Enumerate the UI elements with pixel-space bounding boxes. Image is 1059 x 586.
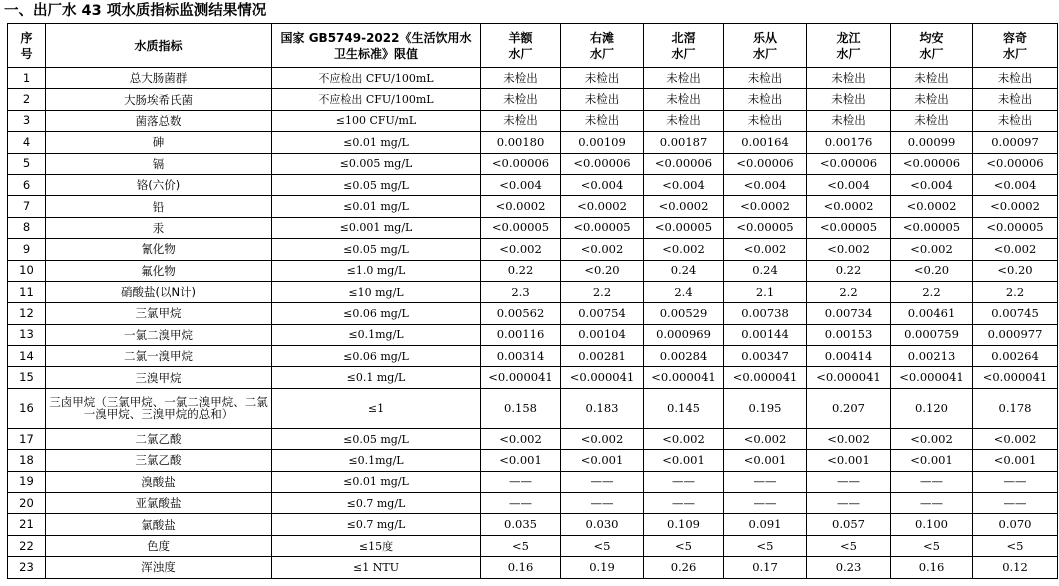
header-limit: 国家 GB5749-2022《生活饮用水 卫生标准》限值 <box>272 24 481 68</box>
plant-value: <0.0002 <box>891 196 973 217</box>
plant-value: —— <box>644 471 724 492</box>
indicator-name: 总大肠菌群 <box>46 68 272 89</box>
plant-value: <0.00006 <box>807 153 891 174</box>
plant-value: 0.26 <box>644 557 724 578</box>
plant-value: 0.091 <box>724 514 807 535</box>
plant-value: 0.00745 <box>973 303 1058 324</box>
indicator-name: 氰化物 <box>46 239 272 260</box>
plant-value: <0.004 <box>724 174 807 195</box>
plant-value: 未检出 <box>724 68 807 89</box>
plant-value: 未检出 <box>481 89 561 110</box>
plant-value: <5 <box>561 535 644 556</box>
plant-value: 未检出 <box>724 110 807 131</box>
plant-value: <0.002 <box>891 428 973 449</box>
row-number: 11 <box>8 281 46 302</box>
plant-value: <0.00005 <box>561 217 644 238</box>
plant-value: <5 <box>724 535 807 556</box>
plant-value: <0.002 <box>807 239 891 260</box>
plant-value: 0.00164 <box>724 132 807 153</box>
plant-value: <0.000041 <box>724 367 807 388</box>
plant-value: <0.000041 <box>973 367 1058 388</box>
limit-value: ≤1 <box>272 388 481 428</box>
plant-value: 0.00562 <box>481 303 561 324</box>
table-row <box>8 346 1058 367</box>
indicator-name: 砷 <box>46 132 272 153</box>
limit-value: ≤15度 <box>272 535 481 556</box>
table-row <box>8 132 1058 153</box>
row-number: 6 <box>8 174 46 195</box>
indicator-name: 镉 <box>46 153 272 174</box>
plant-value: —— <box>973 471 1058 492</box>
limit-value: ≤0.05 mg/L <box>272 174 481 195</box>
limit-value: 不应检出 CFU/100mL <box>272 68 481 89</box>
plant-value: 0.00116 <box>481 324 561 345</box>
limit-value: ≤1.0 mg/L <box>272 260 481 281</box>
plant-value: <0.00005 <box>724 217 807 238</box>
plant-value: 0.158 <box>481 388 561 428</box>
plant-value: 0.00099 <box>891 132 973 153</box>
plant-value: 未检出 <box>891 68 973 89</box>
indicator-name: 硝酸盐(以N计) <box>46 281 272 302</box>
limit-value: ≤100 CFU/mL <box>272 110 481 131</box>
plant-value: 0.070 <box>973 514 1058 535</box>
indicator-name: 浑浊度 <box>46 557 272 578</box>
plant-value: <0.00006 <box>561 153 644 174</box>
indicator-name: 色度 <box>46 535 272 556</box>
plant-value: 未检出 <box>724 89 807 110</box>
row-number: 12 <box>8 303 46 324</box>
plant-value: <0.002 <box>481 239 561 260</box>
header-plant-longjiang: 龙江 水厂 <box>807 24 891 68</box>
plant-value: 0.00529 <box>644 303 724 324</box>
limit-value: ≤0.001 mg/L <box>272 217 481 238</box>
plant-value: 未检出 <box>561 110 644 131</box>
plant-value: <0.002 <box>561 239 644 260</box>
plant-value: 0.17 <box>724 557 807 578</box>
header-plant-rongqi: 容奇 水厂 <box>973 24 1058 68</box>
row-number: 16 <box>8 388 46 428</box>
limit-value: ≤0.005 mg/L <box>272 153 481 174</box>
limit-value: ≤0.7 mg/L <box>272 514 481 535</box>
plant-value: —— <box>891 471 973 492</box>
plant-value: <0.001 <box>724 450 807 471</box>
plant-value: 2.3 <box>481 281 561 302</box>
plant-value: <0.00006 <box>891 153 973 174</box>
plant-value: 未检出 <box>973 89 1058 110</box>
plant-value: 0.12 <box>973 557 1058 578</box>
plant-value: 0.035 <box>481 514 561 535</box>
plant-value: <0.00006 <box>644 153 724 174</box>
plant-value: —— <box>561 471 644 492</box>
row-number: 14 <box>8 346 46 367</box>
limit-value: ≤0.7 mg/L <box>272 493 481 514</box>
plant-value: <0.002 <box>973 239 1058 260</box>
plant-value: 0.24 <box>644 260 724 281</box>
plant-value: <0.000041 <box>891 367 973 388</box>
plant-value: <0.20 <box>891 260 973 281</box>
plant-value: <0.001 <box>891 450 973 471</box>
plant-value: 0.000759 <box>891 324 973 345</box>
indicator-name: 三氯甲烷 <box>46 303 272 324</box>
plant-value: 0.00461 <box>891 303 973 324</box>
plant-value: 2.2 <box>807 281 891 302</box>
table-row <box>8 110 1058 131</box>
limit-value: ≤0.01 mg/L <box>272 132 481 153</box>
limit-value: ≤1 NTU <box>272 557 481 578</box>
row-number: 17 <box>8 428 46 449</box>
plant-value: —— <box>481 471 561 492</box>
row-number: 21 <box>8 514 46 535</box>
table-row <box>8 68 1058 89</box>
row-number: 19 <box>8 471 46 492</box>
plant-value: <5 <box>481 535 561 556</box>
table-row <box>8 303 1058 324</box>
row-number: 15 <box>8 367 46 388</box>
plant-value: <0.20 <box>561 260 644 281</box>
table-row <box>8 514 1058 535</box>
plant-value: 0.00314 <box>481 346 561 367</box>
plant-value: 0.00097 <box>973 132 1058 153</box>
plant-value: 0.19 <box>561 557 644 578</box>
row-number: 13 <box>8 324 46 345</box>
plant-value: 0.16 <box>891 557 973 578</box>
indicator-name: 二氯一溴甲烷 <box>46 346 272 367</box>
table-row <box>8 428 1058 449</box>
plant-value: 0.00414 <box>807 346 891 367</box>
indicator-name: 氟化物 <box>46 260 272 281</box>
table-row <box>8 367 1058 388</box>
plant-value: —— <box>481 493 561 514</box>
plant-value: 0.00104 <box>561 324 644 345</box>
plant-value: <0.002 <box>891 239 973 260</box>
row-number: 5 <box>8 153 46 174</box>
plant-value: <0.00005 <box>891 217 973 238</box>
plant-value: 0.000969 <box>644 324 724 345</box>
plant-value: —— <box>724 471 807 492</box>
plant-value: 未检出 <box>644 68 724 89</box>
table-row <box>8 153 1058 174</box>
plant-value: <0.00006 <box>973 153 1058 174</box>
plant-value: 未检出 <box>561 89 644 110</box>
plant-value: 2.4 <box>644 281 724 302</box>
limit-value: ≤0.01 mg/L <box>272 471 481 492</box>
plant-value: <0.000041 <box>481 367 561 388</box>
table-row <box>8 217 1058 238</box>
plant-value: <0.001 <box>481 450 561 471</box>
plant-value: 0.00738 <box>724 303 807 324</box>
indicator-name: 二氯乙酸 <box>46 428 272 449</box>
plant-value: 0.00187 <box>644 132 724 153</box>
table-row <box>8 260 1058 281</box>
plant-value: 2.2 <box>561 281 644 302</box>
indicator-name: 氯酸盐 <box>46 514 272 535</box>
limit-value: ≤0.1mg/L <box>272 450 481 471</box>
plant-value: 0.23 <box>807 557 891 578</box>
plant-value: <0.00005 <box>807 217 891 238</box>
plant-value: 2.1 <box>724 281 807 302</box>
plant-value: 0.120 <box>891 388 973 428</box>
plant-value: —— <box>724 493 807 514</box>
row-number: 4 <box>8 132 46 153</box>
plant-value: <0.0002 <box>973 196 1058 217</box>
indicator-name: 铬(六价) <box>46 174 272 195</box>
plant-value: 未检出 <box>807 68 891 89</box>
plant-value: 未检出 <box>644 110 724 131</box>
plant-value: 0.00347 <box>724 346 807 367</box>
indicator-name: 大肠埃希氏菌 <box>46 89 272 110</box>
plant-value: 未检出 <box>807 110 891 131</box>
limit-value: ≤0.06 mg/L <box>272 303 481 324</box>
plant-value: 0.00281 <box>561 346 644 367</box>
row-number: 10 <box>8 260 46 281</box>
plant-value: —— <box>807 471 891 492</box>
plant-value: <0.00005 <box>481 217 561 238</box>
plant-value: —— <box>644 493 724 514</box>
plant-value: 0.24 <box>724 260 807 281</box>
table-row <box>8 174 1058 195</box>
row-number: 22 <box>8 535 46 556</box>
plant-value: 0.000977 <box>973 324 1058 345</box>
table-row <box>8 89 1058 110</box>
plant-value: <0.20 <box>973 260 1058 281</box>
table-row <box>8 535 1058 556</box>
plant-value: <0.002 <box>644 428 724 449</box>
indicator-name: 三卤甲烷（三氯甲烷、一氯二溴甲烷、二氯一溴甲烷、三溴甲烷的总和） <box>46 388 272 428</box>
plant-value: 0.22 <box>807 260 891 281</box>
plant-value: 0.00109 <box>561 132 644 153</box>
table-body <box>8 68 1058 579</box>
plant-value: <0.002 <box>644 239 724 260</box>
plant-value: 0.00144 <box>724 324 807 345</box>
header-row <box>8 24 1058 68</box>
plant-value: <0.001 <box>561 450 644 471</box>
indicator-name: 一氯二溴甲烷 <box>46 324 272 345</box>
plant-value: 0.00176 <box>807 132 891 153</box>
row-number: 2 <box>8 89 46 110</box>
plant-value: <0.002 <box>481 428 561 449</box>
plant-value: <0.002 <box>561 428 644 449</box>
plant-value: <0.002 <box>973 428 1058 449</box>
limit-value: ≤0.01 mg/L <box>272 196 481 217</box>
plant-value: <0.00005 <box>644 217 724 238</box>
plant-value: <5 <box>644 535 724 556</box>
table-row <box>8 493 1058 514</box>
table-row <box>8 388 1058 428</box>
plant-value: 0.00153 <box>807 324 891 345</box>
plant-value: 未检出 <box>807 89 891 110</box>
plant-value: <0.002 <box>724 239 807 260</box>
plant-value: <0.0002 <box>481 196 561 217</box>
plant-value: <0.001 <box>807 450 891 471</box>
table-row <box>8 239 1058 260</box>
plant-value: 0.00180 <box>481 132 561 153</box>
plant-value: 0.183 <box>561 388 644 428</box>
plant-value: <0.004 <box>891 174 973 195</box>
limit-value: ≤0.05 mg/L <box>272 239 481 260</box>
plant-value: 0.00284 <box>644 346 724 367</box>
plant-value: <0.0002 <box>807 196 891 217</box>
plant-value: 2.2 <box>891 281 973 302</box>
indicator-name: 汞 <box>46 217 272 238</box>
plant-value: <0.00006 <box>724 153 807 174</box>
plant-value: <0.004 <box>561 174 644 195</box>
header-indicator: 水质指标 <box>46 24 272 68</box>
table-row <box>8 557 1058 578</box>
plant-value: <5 <box>891 535 973 556</box>
plant-value: 0.030 <box>561 514 644 535</box>
plant-value: 未检出 <box>481 68 561 89</box>
plant-value: <0.0002 <box>724 196 807 217</box>
plant-value: <0.000041 <box>807 367 891 388</box>
plant-value: <0.0002 <box>561 196 644 217</box>
plant-value: <0.004 <box>644 174 724 195</box>
plant-value: 0.00213 <box>891 346 973 367</box>
plant-value: <0.00005 <box>973 217 1058 238</box>
header-plant-lecong: 乐从 水厂 <box>724 24 807 68</box>
limit-value: ≤0.05 mg/L <box>272 428 481 449</box>
plant-value: <5 <box>807 535 891 556</box>
plant-value: 未检出 <box>561 68 644 89</box>
plant-value: 0.00264 <box>973 346 1058 367</box>
plant-value: 未检出 <box>973 110 1058 131</box>
plant-value: 0.22 <box>481 260 561 281</box>
row-number: 18 <box>8 450 46 471</box>
plant-value: 未检出 <box>481 110 561 131</box>
plant-value: 0.109 <box>644 514 724 535</box>
header-plant-junan: 均安 水厂 <box>891 24 973 68</box>
plant-value: <0.000041 <box>561 367 644 388</box>
row-number: 1 <box>8 68 46 89</box>
row-number: 7 <box>8 196 46 217</box>
plant-value: 0.100 <box>891 514 973 535</box>
plant-value: <0.004 <box>481 174 561 195</box>
plant-value: 0.195 <box>724 388 807 428</box>
water-quality-table <box>7 23 1058 579</box>
plant-value: 0.057 <box>807 514 891 535</box>
plant-value: <0.00006 <box>481 153 561 174</box>
section-title: 一、出厂水 43 项水质指标监测结果情况 <box>4 3 267 19</box>
indicator-name: 三溴甲烷 <box>46 367 272 388</box>
plant-value: —— <box>891 493 973 514</box>
header-plant-youtan: 右滩 水厂 <box>561 24 644 68</box>
indicator-name: 亚氯酸盐 <box>46 493 272 514</box>
plant-value: <0.001 <box>973 450 1058 471</box>
limit-value: 不应检出 CFU/100mL <box>272 89 481 110</box>
plant-value: <0.002 <box>807 428 891 449</box>
plant-value: <0.000041 <box>644 367 724 388</box>
table-row <box>8 471 1058 492</box>
plant-value: 0.207 <box>807 388 891 428</box>
limit-value: ≤0.06 mg/L <box>272 346 481 367</box>
row-number: 9 <box>8 239 46 260</box>
plant-value: 未检出 <box>891 110 973 131</box>
table-row <box>8 324 1058 345</box>
table-row <box>8 450 1058 471</box>
header-plant-yange: 羊额 水厂 <box>481 24 561 68</box>
plant-value: 未检出 <box>891 89 973 110</box>
table-row <box>8 196 1058 217</box>
plant-value: 0.00734 <box>807 303 891 324</box>
header-no: 序 号 <box>8 24 46 68</box>
row-number: 23 <box>8 557 46 578</box>
indicator-name: 溴酸盐 <box>46 471 272 492</box>
table-row <box>8 281 1058 302</box>
plant-value: 2.2 <box>973 281 1058 302</box>
indicator-name: 三氯乙酸 <box>46 450 272 471</box>
header-plant-beijiao: 北滘 水厂 <box>644 24 724 68</box>
plant-value: —— <box>973 493 1058 514</box>
plant-value: —— <box>807 493 891 514</box>
plant-value: <0.004 <box>807 174 891 195</box>
plant-value: <0.001 <box>644 450 724 471</box>
row-number: 20 <box>8 493 46 514</box>
plant-value: 0.16 <box>481 557 561 578</box>
plant-value: <5 <box>973 535 1058 556</box>
limit-value: ≤0.1 mg/L <box>272 367 481 388</box>
plant-value: 0.178 <box>973 388 1058 428</box>
limit-value: ≤10 mg/L <box>272 281 481 302</box>
plant-value: 0.145 <box>644 388 724 428</box>
plant-value: 未检出 <box>973 68 1058 89</box>
indicator-name: 铅 <box>46 196 272 217</box>
plant-value: <0.004 <box>973 174 1058 195</box>
plant-value: <0.0002 <box>644 196 724 217</box>
plant-value: <0.002 <box>724 428 807 449</box>
limit-value: ≤0.1mg/L <box>272 324 481 345</box>
plant-value: —— <box>561 493 644 514</box>
indicator-name: 菌落总数 <box>46 110 272 131</box>
plant-value: 未检出 <box>644 89 724 110</box>
row-number: 3 <box>8 110 46 131</box>
plant-value: 0.00754 <box>561 303 644 324</box>
row-number: 8 <box>8 217 46 238</box>
